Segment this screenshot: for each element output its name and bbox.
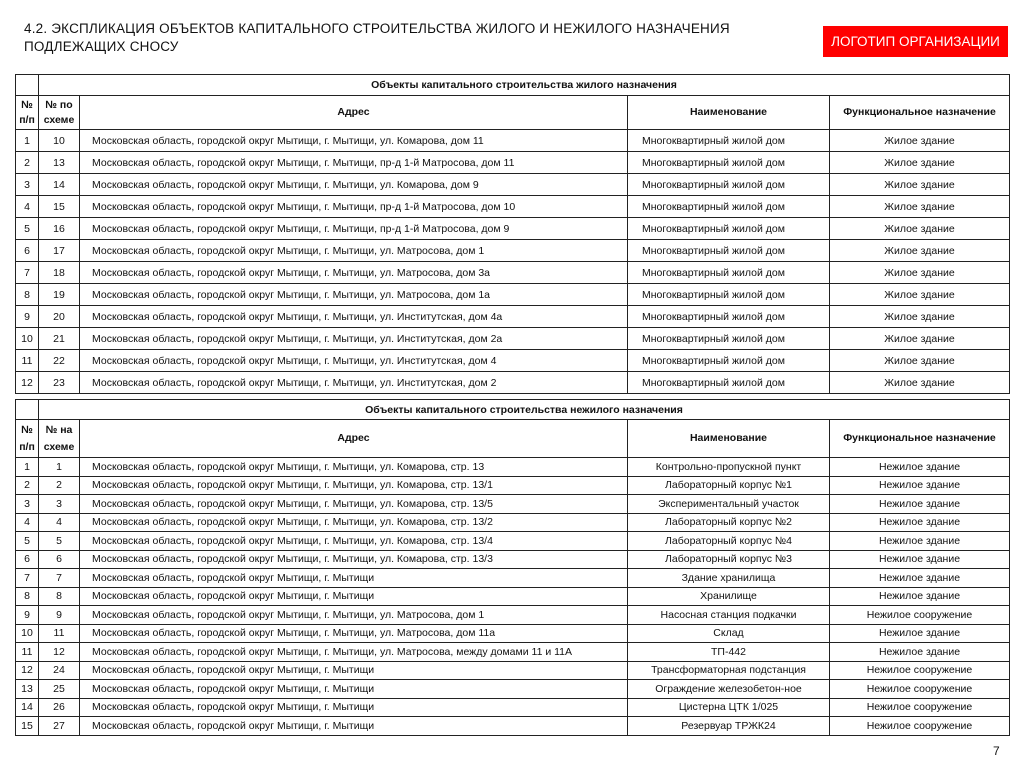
row-function-cell: Жилое здание — [830, 328, 1010, 350]
row-name-cell: Многоквартирный жилой дом — [628, 218, 830, 240]
row-index-cell: 8 — [16, 587, 39, 606]
row-name-cell: Хранилище — [628, 587, 830, 606]
table-row — [16, 196, 1010, 218]
row-index-cell: 11 — [16, 350, 39, 372]
row-scheme-cell: 1 — [39, 458, 80, 477]
row-scheme-cell: 17 — [39, 240, 80, 262]
row-name-cell: Контрольно-пропускной пункт — [628, 458, 830, 477]
table-row — [16, 717, 1010, 736]
nonresidential-table-title: Объекты капитального строительства нежилого назначения — [39, 400, 1010, 420]
table-header-row — [16, 420, 1010, 458]
row-function-cell: Нежилое здание — [830, 458, 1010, 477]
row-scheme-cell: 13 — [39, 152, 80, 174]
row-scheme-cell: 7 — [39, 569, 80, 588]
table-corner-cell — [16, 400, 39, 420]
row-scheme-cell: 27 — [39, 717, 80, 736]
row-address-cell: Московская область, городской округ Мытищи, г. Мытищи, ул. Матросова, дом 3а — [80, 262, 628, 284]
row-function-cell: Жилое здание — [830, 174, 1010, 196]
row-address-cell: Московская область, городской округ Мытищи, г. Мытищи, ул. Комарова, стр. 13 — [80, 458, 628, 477]
row-name-cell: Многоквартирный жилой дом — [628, 306, 830, 328]
row-index-cell: 6 — [16, 550, 39, 569]
row-index-cell: 2 — [16, 152, 39, 174]
column-header-scheme: № по схеме — [39, 96, 80, 130]
row-scheme-cell: 10 — [39, 130, 80, 152]
row-index-cell: 12 — [16, 661, 39, 680]
row-index-cell: 3 — [16, 495, 39, 514]
row-address-cell: Московская область, городской округ Мытищи, г. Мытищи, ул. Комарова, дом 11 — [80, 130, 628, 152]
organization-logo-placeholder: ЛОГОТИП ОРГАНИЗАЦИИ — [823, 26, 1008, 57]
column-header-address: Адрес — [80, 96, 628, 130]
row-index-cell: 11 — [16, 643, 39, 662]
row-name-cell: Насосная станция подкачки — [628, 606, 830, 625]
row-address-cell: Московская область, городской округ Мытищи, г. Мытищи — [80, 698, 628, 717]
row-index-cell: 9 — [16, 306, 39, 328]
table-row — [16, 476, 1010, 495]
page-number: 7 — [993, 744, 1000, 758]
row-address-cell: Московская область, городской округ Мытищи, г. Мытищи, пр-д 1-й Матросова, дом 9 — [80, 218, 628, 240]
row-index-cell: 1 — [16, 130, 39, 152]
row-name-cell: Многоквартирный жилой дом — [628, 328, 830, 350]
residential-objects-table — [15, 74, 1010, 394]
row-scheme-cell: 21 — [39, 328, 80, 350]
row-index-cell: 6 — [16, 240, 39, 262]
row-scheme-cell: 16 — [39, 218, 80, 240]
table-row — [16, 174, 1010, 196]
row-function-cell: Нежилое сооружение — [830, 698, 1010, 717]
row-index-cell: 4 — [16, 513, 39, 532]
row-function-cell: Жилое здание — [830, 350, 1010, 372]
row-address-cell: Московская область, городской округ Мытищи, г. Мытищи — [80, 587, 628, 606]
table-row — [16, 495, 1010, 514]
row-scheme-cell: 20 — [39, 306, 80, 328]
row-function-cell: Нежилое здание — [830, 587, 1010, 606]
row-scheme-cell: 5 — [39, 532, 80, 551]
table-row — [16, 569, 1010, 588]
row-scheme-cell: 4 — [39, 513, 80, 532]
table-row — [16, 680, 1010, 699]
table-row — [16, 698, 1010, 717]
table-row — [16, 328, 1010, 350]
table-row — [16, 218, 1010, 240]
row-function-cell: Жилое здание — [830, 240, 1010, 262]
row-name-cell: Многоквартирный жилой дом — [628, 130, 830, 152]
column-header-function: Функциональное назначение — [830, 96, 1010, 130]
row-scheme-cell: 12 — [39, 643, 80, 662]
column-header-index: № п/п — [16, 96, 39, 130]
row-address-cell: Московская область, городской округ Мытищи, г. Мытищи, ул. Матросова, дом 1а — [80, 284, 628, 306]
column-header-function: Функциональное назначение — [830, 420, 1010, 458]
table-row — [16, 606, 1010, 625]
row-name-cell: Экспериментальный участок — [628, 495, 830, 514]
row-index-cell: 10 — [16, 624, 39, 643]
row-address-cell: Московская область, городской округ Мытищи, г. Мытищи — [80, 569, 628, 588]
page-title: 4.2. ЭКСПЛИКАЦИЯ ОБЪЕКТОВ КАПИТАЛЬНОГО СТРОИТЕЛЬСТВА ЖИЛОГО И НЕЖИЛОГО НАЗНАЧЕНИЯ ПОДЛЕЖАЩИХ СНОСУ — [24, 21, 730, 54]
row-name-cell: Многоквартирный жилой дом — [628, 262, 830, 284]
row-index-cell: 14 — [16, 698, 39, 717]
row-index-cell: 10 — [16, 328, 39, 350]
row-address-cell: Московская область, городской округ Мытищи, г. Мытищи — [80, 661, 628, 680]
row-name-cell: ТП-442 — [628, 643, 830, 662]
table-row — [16, 587, 1010, 606]
table-row — [16, 350, 1010, 372]
table-row — [16, 532, 1010, 551]
row-function-cell: Нежилое здание — [830, 476, 1010, 495]
column-header-name: Наименование — [628, 96, 830, 130]
row-function-cell: Нежилое сооружение — [830, 661, 1010, 680]
row-function-cell: Жилое здание — [830, 218, 1010, 240]
row-address-cell: Московская область, городской округ Мытищи, г. Мытищи, ул. Институтская, дом 2 — [80, 372, 628, 394]
table-row — [16, 240, 1010, 262]
residential-table-title: Объекты капитального строительства жилого назначения — [39, 75, 1010, 96]
row-name-cell: Многоквартирный жилой дом — [628, 350, 830, 372]
row-index-cell: 9 — [16, 606, 39, 625]
row-function-cell: Жилое здание — [830, 284, 1010, 306]
row-name-cell: Лабораторный корпус №3 — [628, 550, 830, 569]
column-header-scheme: № на схеме — [39, 420, 80, 458]
row-function-cell: Жилое здание — [830, 262, 1010, 284]
table-row — [16, 661, 1010, 680]
row-address-cell: Московская область, городской округ Мытищи, г. Мытищи, ул. Матросова, дом 11а — [80, 624, 628, 643]
row-address-cell: Московская область, городской округ Мытищи, г. Мытищи, ул. Комарова, стр. 13/1 — [80, 476, 628, 495]
nonresidential-table-body — [16, 458, 1010, 736]
row-address-cell: Московская область, городской округ Мытищи, г. Мытищи, ул. Комарова, стр. 13/2 — [80, 513, 628, 532]
row-address-cell: Московская область, городской округ Мытищи, г. Мытищи, ул. Комарова, стр. 13/5 — [80, 495, 628, 514]
row-index-cell: 4 — [16, 196, 39, 218]
table-row — [16, 262, 1010, 284]
row-function-cell: Нежилое сооружение — [830, 606, 1010, 625]
row-name-cell: Многоквартирный жилой дом — [628, 240, 830, 262]
row-function-cell: Нежилое сооружение — [830, 680, 1010, 699]
row-name-cell: Лабораторный корпус №1 — [628, 476, 830, 495]
row-index-cell: 1 — [16, 458, 39, 477]
table-row — [16, 130, 1010, 152]
row-name-cell: Ограждение железобетон-ное — [628, 680, 830, 699]
row-index-cell: 13 — [16, 680, 39, 699]
row-scheme-cell: 14 — [39, 174, 80, 196]
row-index-cell: 7 — [16, 262, 39, 284]
row-scheme-cell: 6 — [39, 550, 80, 569]
row-scheme-cell: 25 — [39, 680, 80, 699]
row-address-cell: Московская область, городской округ Мытищи, г. Мытищи, ул. Комарова, стр. 13/3 — [80, 550, 628, 569]
row-address-cell: Московская область, городской округ Мытищи, г. Мытищи, ул. Комарова, стр. 13/4 — [80, 532, 628, 551]
row-scheme-cell: 15 — [39, 196, 80, 218]
row-address-cell: Московская область, городской округ Мытищи, г. Мытищи, ул. Институтская, дом 2а — [80, 328, 628, 350]
row-address-cell: Московская область, городской округ Мытищи, г. Мытищи, ул. Матросова, дом 1 — [80, 606, 628, 625]
row-function-cell: Нежилое здание — [830, 624, 1010, 643]
row-name-cell: Цистерна ЦТК 1/025 — [628, 698, 830, 717]
table-row — [16, 458, 1010, 477]
row-scheme-cell: 18 — [39, 262, 80, 284]
row-function-cell: Нежилое здание — [830, 569, 1010, 588]
row-index-cell: 8 — [16, 284, 39, 306]
row-address-cell: Московская область, городской округ Мытищи, г. Мытищи, ул. Матросова, между домами 11 и 11А — [80, 643, 628, 662]
row-scheme-cell: 3 — [39, 495, 80, 514]
table-row — [16, 643, 1010, 662]
table-header-row — [16, 96, 1010, 130]
column-header-address: Адрес — [80, 420, 628, 458]
residential-table-body — [16, 130, 1010, 394]
row-scheme-cell: 24 — [39, 661, 80, 680]
row-address-cell: Московская область, городской округ Мытищи, г. Мытищи, ул. Институтская, дом 4а — [80, 306, 628, 328]
row-name-cell: Многоквартирный жилой дом — [628, 284, 830, 306]
row-index-cell: 5 — [16, 218, 39, 240]
row-index-cell: 3 — [16, 174, 39, 196]
row-scheme-cell: 19 — [39, 284, 80, 306]
row-name-cell: Склад — [628, 624, 830, 643]
row-index-cell: 2 — [16, 476, 39, 495]
row-name-cell: Многоквартирный жилой дом — [628, 174, 830, 196]
row-function-cell: Нежилое сооружение — [830, 717, 1010, 736]
row-address-cell: Московская область, городской округ Мытищи, г. Мытищи, ул. Матросова, дом 1 — [80, 240, 628, 262]
row-name-cell: Многоквартирный жилой дом — [628, 152, 830, 174]
row-name-cell: Резервуар ТРЖК24 — [628, 717, 830, 736]
row-scheme-cell: 9 — [39, 606, 80, 625]
nonresidential-objects-table — [15, 399, 1010, 736]
column-header-index: № п/п — [16, 420, 39, 458]
row-name-cell: Трансформаторная подстанция — [628, 661, 830, 680]
row-name-cell: Лабораторный корпус №2 — [628, 513, 830, 532]
row-address-cell: Московская область, городской округ Мытищи, г. Мытищи, пр-д 1-й Матросова, дом 10 — [80, 196, 628, 218]
row-address-cell: Московская область, городской округ Мытищи, г. Мытищи, ул. Комарова, дом 9 — [80, 174, 628, 196]
row-index-cell: 15 — [16, 717, 39, 736]
row-function-cell: Жилое здание — [830, 306, 1010, 328]
row-address-cell: Московская область, городской округ Мытищи, г. Мытищи, пр-д 1-й Матросова, дом 11 — [80, 152, 628, 174]
row-function-cell: Нежилое здание — [830, 495, 1010, 514]
row-name-cell: Лабораторный корпус №4 — [628, 532, 830, 551]
row-index-cell: 12 — [16, 372, 39, 394]
table-row — [16, 550, 1010, 569]
table-row — [16, 624, 1010, 643]
row-name-cell: Здание хранилища — [628, 569, 830, 588]
row-scheme-cell: 26 — [39, 698, 80, 717]
table-row — [16, 372, 1010, 394]
row-scheme-cell: 2 — [39, 476, 80, 495]
row-index-cell: 5 — [16, 532, 39, 551]
column-header-name: Наименование — [628, 420, 830, 458]
row-scheme-cell: 23 — [39, 372, 80, 394]
row-function-cell: Жилое здание — [830, 196, 1010, 218]
row-function-cell: Нежилое здание — [830, 643, 1010, 662]
row-name-cell: Многоквартирный жилой дом — [628, 196, 830, 218]
table-row — [16, 306, 1010, 328]
row-name-cell: Многоквартирный жилой дом — [628, 372, 830, 394]
table-row — [16, 284, 1010, 306]
row-address-cell: Московская область, городской округ Мытищи, г. Мытищи — [80, 680, 628, 699]
row-address-cell: Московская область, городской округ Мытищи, г. Мытищи — [80, 717, 628, 736]
row-scheme-cell: 22 — [39, 350, 80, 372]
row-function-cell: Нежилое здание — [830, 513, 1010, 532]
row-function-cell: Жилое здание — [830, 152, 1010, 174]
row-index-cell: 7 — [16, 569, 39, 588]
table-row — [16, 513, 1010, 532]
row-function-cell: Нежилое здание — [830, 532, 1010, 551]
row-function-cell: Жилое здание — [830, 130, 1010, 152]
table-corner-cell — [16, 75, 39, 96]
row-scheme-cell: 8 — [39, 587, 80, 606]
row-address-cell: Московская область, городской округ Мытищи, г. Мытищи, ул. Институтская, дом 4 — [80, 350, 628, 372]
row-scheme-cell: 11 — [39, 624, 80, 643]
table-row — [16, 152, 1010, 174]
row-function-cell: Жилое здание — [830, 372, 1010, 394]
row-function-cell: Нежилое здание — [830, 550, 1010, 569]
